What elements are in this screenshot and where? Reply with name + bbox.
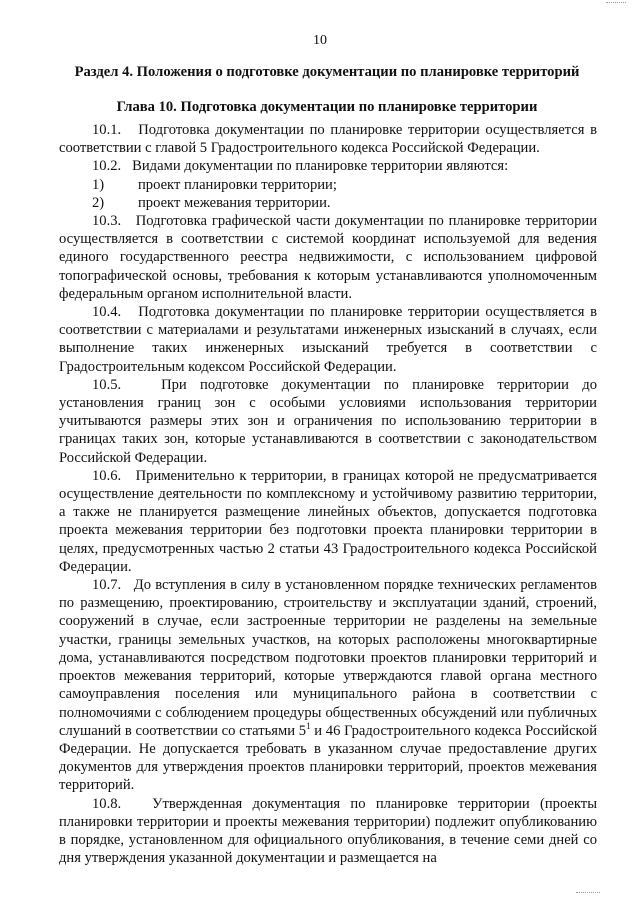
paragraph-text: Подготовка графической части документации по планировке территории осуществляется в соответствии с системой координат используемой для ведения единого государственного реестра недвижимости, с использованием цифровой топографической основы, требования к которым устанавливаются уполномоченным федеральным органом исполнительной власти. <box>59 213 598 302</box>
paragraph-text: До вступления в силу в установленном порядке технических регламентов по размещению, проектированию, строительству и эксплуатации зданий, строений, сооружений в случае, если застроенные территории не разделены на земельные участки, границы земельных участков, на которых расположены многоквартирные дома, устанавливаются посредством подготовки проектов планировки территорий и проектов межевания территорий, которые утверждаются главой органа местного самоуправления поселения или муниципального района в соответствии с полномочиями с соблюдением процедуры общественных обсуждений или публичных слушаний в соответствии со статьями 5 <box>59 577 597 739</box>
scan-artifact <box>606 2 626 7</box>
paragraph-10-7 <box>59 576 597 794</box>
section-title: Раздел 4. Положения о подготовке документации по планировке территорий <box>74 64 580 80</box>
paragraph-10-1 <box>59 121 597 157</box>
paragraph-number: 10.2. <box>92 158 122 175</box>
document-body <box>59 121 597 867</box>
paragraph-10-5 <box>59 376 597 467</box>
paragraph-text: Подготовка документации по планировке территории осуществляется в соответствии с материалами и результатами инженерных изысканий в случаях, если выполнение таких инженерных изысканий требуется в соответствии с Градостроительным кодексом Российской Федерации. <box>59 304 598 375</box>
paragraph-number: 10.7. <box>92 577 122 594</box>
list-item <box>59 194 597 212</box>
paragraph-text: Утвержденная документация по планировке территории (проекты планировки территории и проекты межевания территории) подлежит опубликованию в порядке, установленном для официального опубликования, в течение семи дней со дня утверждения указанной документации и размещается на <box>59 795 597 867</box>
paragraph-10-8 <box>59 795 597 868</box>
paragraph-number: 10.1. <box>92 122 122 138</box>
superscript: 1 <box>306 720 311 731</box>
paragraph-10-4 <box>59 303 597 376</box>
paragraph-text: Видами документации по планировке территории являются: <box>132 158 509 175</box>
paragraph-text: При подготовке документации по планировке территории до установления границ зон с особыми условиями использования территории учитываются размеры этих зон и ограничения по использованию территории в границах таких зон, которые устанавливаются в соответствии с законодательством Российской Федерации. <box>59 376 598 466</box>
paragraph-10-3 <box>59 212 597 303</box>
paragraph-10-2 <box>59 157 597 175</box>
list-item <box>59 176 597 194</box>
paragraph-number: 10.5. <box>92 376 122 393</box>
paragraph-number: 10.4. <box>92 304 122 321</box>
paragraph-10-6 <box>59 467 597 576</box>
paragraph-number: 10.3. <box>92 213 122 230</box>
paragraph-text-continued: и 46 Градостроительного кодекса Российской Федерации. Не допускается требовать в указанном случае предоставление других документов для утверждения проектов планировки территорий, проектов межевания территорий. <box>59 722 598 794</box>
paragraph-text: Применительно к территории, в границах которой не предусматривается осуществление деятельности по комплексному и устойчивому развитию территории, а также не планируется размещение линейных объектов, допускается подготовка проекта межевания территории без подготовки проекта планировки территории в целях, предусмотренных частью 2 статьи 43 Градостроительного кодекса Российской Федерации. <box>59 467 597 575</box>
paragraph-number: 10.6. <box>92 467 122 484</box>
page-number: 10 <box>313 33 327 48</box>
chapter-title: Глава 10. Подготовка документации по планировке территории <box>116 99 538 115</box>
list-item-text: проект планировки территории; <box>138 176 337 193</box>
list-item-text: проект межевания территории. <box>138 194 331 211</box>
list-item-number: 2) <box>92 194 105 211</box>
list-item-number: 1) <box>92 176 105 193</box>
paragraph-number: 10.8. <box>92 795 122 812</box>
paragraph-text: Подготовка документации по планировке территории осуществляется в соответствии с главой 5 Градостроительного кодекса Российской Федерации. <box>59 122 598 157</box>
scan-artifact <box>576 892 600 897</box>
